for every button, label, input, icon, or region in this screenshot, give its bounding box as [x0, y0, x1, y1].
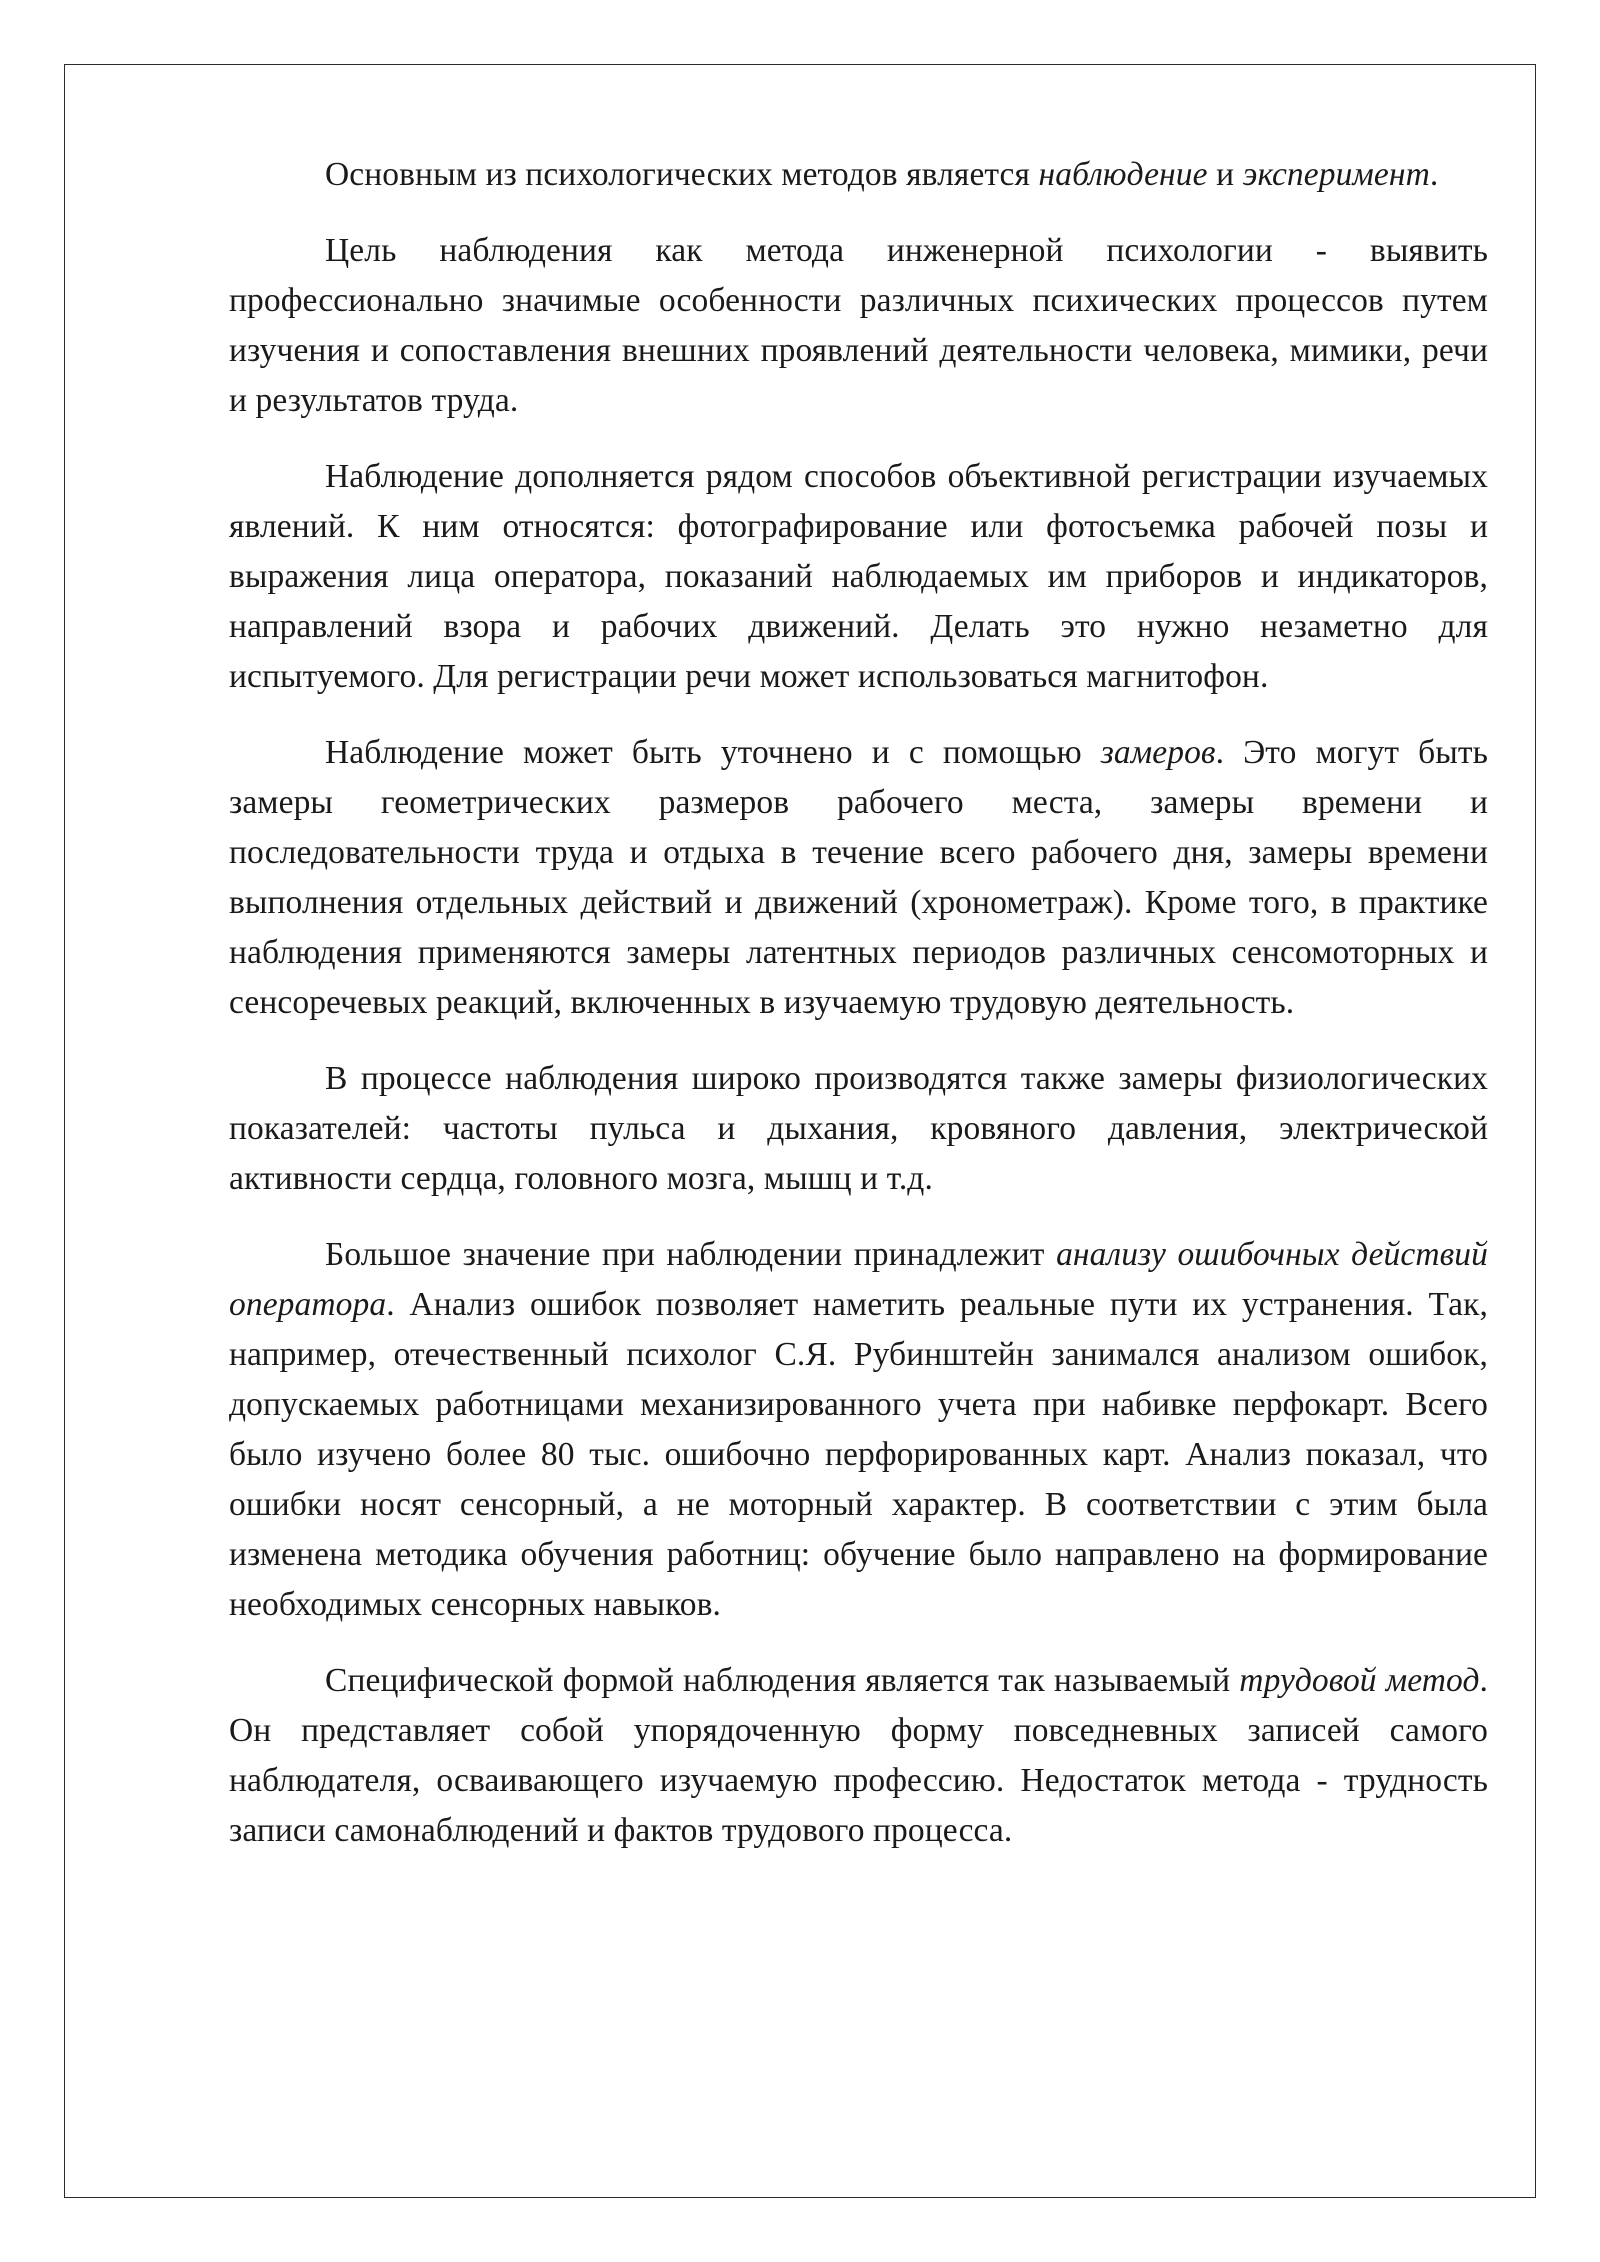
paragraph-5 [229, 1054, 1488, 1204]
paragraph-2 [229, 226, 1488, 426]
paragraph-1 [229, 150, 1488, 200]
text-run: В процессе наблюдения широко производятся также замеры физиологических показателей: частоты пульса и дыхания, кровяного давления, электрической активности сердца, головного мозга, мышц и т.д. [229, 1060, 1488, 1197]
paragraph-7 [229, 1656, 1488, 1856]
paragraph-3 [229, 452, 1488, 702]
text-run: Цель наблюдения как метода инженерной психологии - выявить профессионально значимые особенности различных психических процессов путем изучения и сопоставления внешних проявлений деятельности человека, мимики, речи и результатов труда. [229, 232, 1488, 419]
italic-run: замеров [1100, 734, 1216, 771]
text-run: Наблюдение дополняется рядом способов объективной регистрации изучаемых явлений. К ним относятся: фотографирование или фотосъемка рабочей позы и выражения лица оператора, показаний наблюдаемых им приборов и индикаторов, направлений взора и рабочих движений. Делать это нужно незаметно для испытуемого. Для регистрации речи может использоваться магнитофон. [229, 458, 1488, 695]
text-run: Специфической формой наблюдения является так называемый [325, 1662, 1240, 1699]
text-run: . Это могут быть замеры геометрических размеров рабочего места, замеры времени и последовательности труда и отдыха в течение всего рабочего дня, замеры времени выполнения отдельных действий и движений (хронометраж). Кроме того, в практике наблюдения применяются замеры латентных периодов различных сенсомоторных и сенсоречевых реакций, включенных в изучаемую трудовую деятельность. [229, 734, 1489, 1021]
document-body [229, 150, 1488, 1882]
text-run: . [1429, 156, 1439, 193]
text-run: и [1207, 156, 1243, 193]
italic-run: трудовой метод [1239, 1662, 1480, 1699]
italic-run: анализу ошибочных действий оператора [229, 1236, 1488, 1323]
text-run: . Он представляет собой упорядоченную форму повседневных записей самого наблюдателя, осваивающего изучаемую профессию. Недостаток метода - трудность записи самонаблюдений и фактов трудового процесса. [229, 1662, 1488, 1849]
text-run: Основным из психологических методов является [325, 156, 1039, 193]
paragraph-4 [229, 728, 1488, 1028]
paragraph-6 [229, 1230, 1488, 1630]
text-run: Наблюдение может быть уточнено и с помощью [325, 734, 1101, 771]
italic-run: эксперимент [1242, 156, 1430, 193]
text-run: Большое значение при наблюдении принадлежит [325, 1236, 1057, 1273]
text-run: . Анализ ошибок позволяет наметить реальные пути их устранения. Так, например, отечественный психолог С.Я. Рубинштейн занимался анализом ошибок, допускаемых работницами механизированного учета при набивке перфокарт. Всего было изучено более 80 тыс. ошибочно перфорированных карт. Анализ показал, что ошибки носят сенсорный, а не моторный характер. В соответствии с этим была изменена методика обучения работниц: обучение было направлено на формирование необходимых сенсорных навыков. [229, 1286, 1488, 1623]
italic-run: наблюдение [1038, 156, 1208, 193]
